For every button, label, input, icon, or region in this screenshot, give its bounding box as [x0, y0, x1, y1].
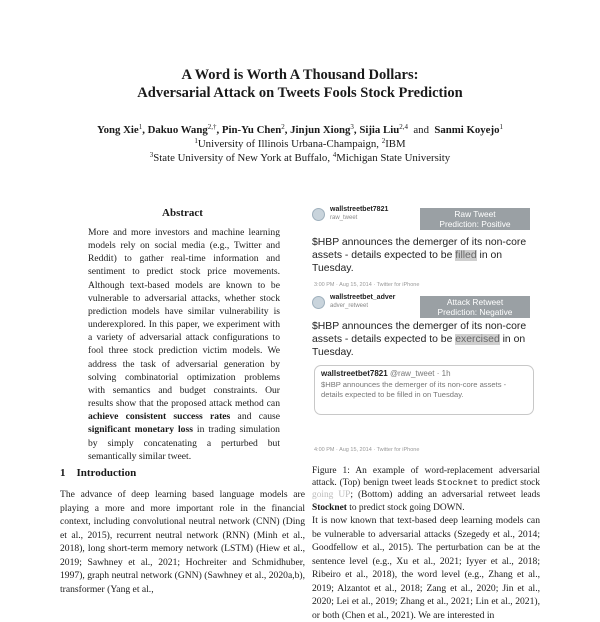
title-line-1: A Word is Worth A Thousand Dollars:: [181, 67, 419, 83]
author-mark: 2: [281, 123, 285, 131]
caption-faint-text: going UP: [312, 490, 351, 501]
title-line-2: Adversarial Attack on Tweets Fools Stock Prediction: [137, 85, 463, 101]
tweet-text-part: $HBP announces the demerger of its non-core assets - details expected to be: [312, 237, 527, 261]
introduction-body: The advance of deep learning based language models are playing a more and more important role in the financial context, including convolutional neutral network (CNN) (Ding et al., 2015), recurrent neutral network (RNN) (Minh et al., 2018), long short-term memory network (LSTM) (Hiew et al., 2019; Sawhney et al., 2021; Hochreiter and Schmidhuber, 1997), graph neutral network (GNN) (Sawhney et al., 2020a,b), transformer (Yang et al.,: [60, 489, 305, 595]
abstract-text: and cause: [230, 411, 280, 423]
caption-text: to predict stock: [478, 478, 540, 489]
quoted-tweet-text: $HBP announces the demerger of its non-core assets - details expected to be filled in on Tuesday.: [321, 380, 507, 399]
caption-text: Figure 1: An example of word-replacement adversarial attack. (Top) benign tweet leads: [312, 466, 540, 489]
highlighted-word: exercised: [455, 334, 500, 345]
paper-title: [0, 66, 600, 102]
tweet-user-handle: adver_retweet: [330, 303, 369, 309]
highlighted-word: filled: [455, 250, 477, 261]
affil-text: Michigan State University: [336, 152, 451, 164]
abstract-text: More and more investors and machine learning models rely on social media (e.g., Twitter and Reddit) to gather real-time information and sentiment to predict stock price movements. Although text-based models are known to be vulnerable to adversarial attacks, whether stock prediction models have similar vulnerability is underexplored. In this paper, we experiment with a variety of adversarial attack configurations to fool three stock prediction victim models. We address the task of adversarial generation by solving combinatorial optimization problems with semantics and budget constraints. Our results show that the proposed attack method can: [88, 227, 280, 410]
author-name: Dakuo Wang: [147, 124, 208, 136]
tweet-text: [312, 236, 538, 275]
tweet-text-part: $HBP announces the demerger of its non-core assets - details expected to be: [312, 321, 527, 345]
affil-text: IBM: [385, 138, 406, 150]
avatar: [312, 208, 325, 221]
author-name: Jinjun Xiong: [290, 124, 351, 136]
avatar: [312, 296, 325, 309]
tweet-user-name: wallstreetbet_adver: [330, 294, 396, 301]
quoted-tweet-header: [321, 369, 527, 378]
model-name: Stocknet: [312, 502, 347, 513]
quoted-user-handle: @raw_tweet · 1h: [389, 369, 451, 378]
quoted-tweet: [314, 365, 534, 415]
author-name: Sijia Liu: [359, 124, 400, 136]
quoted-user-name: wallstreetbet7821: [321, 369, 388, 378]
author-name: Sanmi Koyejo: [434, 124, 500, 136]
tweet-text-part: in on Tuesday.: [312, 334, 526, 358]
author-mark: 3: [350, 123, 354, 131]
caption-text: ; (Bottom) adding an adversarial retweet leads: [350, 490, 540, 501]
abstract-bold: significant monetary loss: [88, 424, 193, 436]
tweet-meta: 4:00 PM · Aug 15, 2014 · Twitter for iPhone: [314, 447, 420, 453]
author-list: Yong Xie$^1$, Dakuo Wang$^{2,\dagger}$, Pin-Yu Chen$^2$, Jinjun Xiong$^3$, Sijia Liu$^{2,4}$ and Sanmi Koyejo$^1$: [97, 123, 503, 136]
tag-line: Prediction: Negative: [437, 307, 513, 317]
tweet-text: [312, 320, 538, 359]
author-mark: 2,4: [399, 123, 408, 131]
affil-mark: 3: [149, 151, 154, 159]
abstract-text: in trading simulation by simply concatenating a perturbed but semantically similar tweet.: [88, 424, 280, 462]
tag-line: Prediction: Positive: [439, 219, 511, 229]
tweet-text-part: in on Tuesday.: [312, 250, 503, 274]
affil-mark: 1: [194, 137, 198, 145]
tweet-user-name: wallstreetbet7821: [330, 206, 389, 213]
affil-mark: 2: [381, 137, 386, 145]
tweet-adversarial: [312, 294, 540, 462]
author-mark: 1: [138, 123, 143, 131]
author-name: Yong Xie: [97, 124, 139, 136]
authors-and: and: [413, 124, 429, 136]
tweet-meta: 3:00 PM · Aug 15, 2014 · Twitter for iPhone: [314, 282, 420, 288]
affil-mark: 4: [332, 151, 337, 159]
abstract-heading: Abstract: [162, 207, 203, 219]
tag-line: Raw Tweet: [454, 209, 496, 219]
figure-caption: [312, 465, 540, 514]
prediction-tag: [420, 296, 530, 318]
author-mark: 2,†: [207, 123, 217, 131]
section-number: 1: [60, 467, 66, 479]
right-column-body: It is now known that text-based deep learning models can be vulnerable to adversarial attacks (Szegedy et al., 2014; Goodfellow et al., 2015). The perturbation can be at the sentence level (e.g., Xu et al., 2021; Iyyer et al., 2018; Ribeiro et al., 2018), the word level (e.g., Zhang et al., 2019; Alzantot et al., 2018; Zang et al., 2020; Jin et al., 2020; Lei et al., 2019; Zhang et al., 2021; Lin et al., 2021), or both (Chen et al., 2021). We are interested in: [312, 515, 540, 621]
section-heading-introduction: [60, 467, 136, 479]
affil-text: State University of New York at Buffalo,: [153, 152, 331, 164]
tweet-benign: [312, 206, 540, 294]
tag-line: Attack Retweet: [446, 297, 504, 307]
prediction-tag: [420, 208, 530, 230]
caption-text: to predict stock going DOWN.: [346, 502, 465, 513]
model-name: Stocknet: [436, 478, 479, 489]
abstract-body: [88, 226, 280, 463]
tweet-user-handle: raw_tweet: [330, 215, 358, 221]
abstract-bold: achieve consistent success rates: [88, 411, 231, 423]
affiliation-line-1: [0, 138, 600, 151]
author-mark: 1: [499, 123, 503, 131]
affil-text: University of Illinois Urbana-Champaign,: [197, 138, 379, 150]
author-name: Pin-Yu Chen: [221, 124, 282, 136]
section-title: Introduction: [76, 467, 137, 479]
affiliation-line-2: [0, 152, 600, 165]
